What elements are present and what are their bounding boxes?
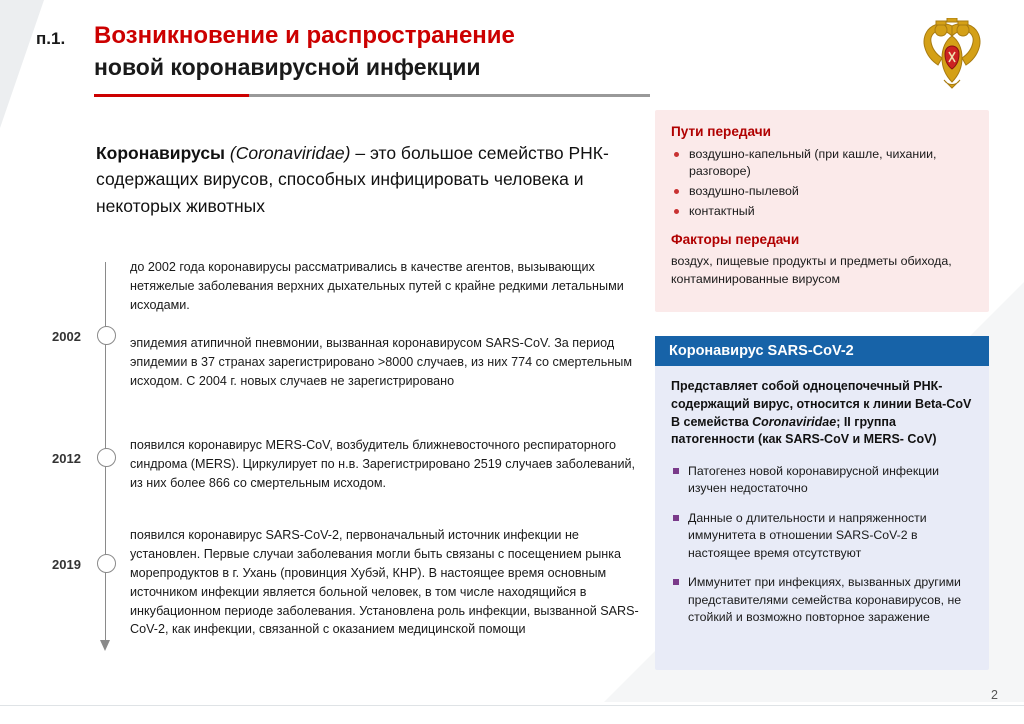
transmission-card-title: Пути передачи bbox=[671, 124, 772, 139]
intro-paragraph bbox=[96, 140, 616, 219]
list-item: Патогенез новой коронавирусной инфекции изучен недостаточно bbox=[671, 463, 973, 498]
intro-rest: – это большое семейство РНК-содержащих вирусов, способных инфицировать человека и некоторых животных bbox=[96, 143, 609, 216]
transmission-factors-title: Факторы передачи bbox=[671, 232, 800, 248]
timeline-arrow-icon bbox=[100, 640, 110, 651]
list-item: воздушно-капельный (при кашле, чихании, разговоре) bbox=[671, 146, 973, 180]
sars-cov-2-lead bbox=[671, 378, 973, 449]
list-item: контактный bbox=[671, 203, 973, 220]
intro-bold-lead: Коронавирусы bbox=[96, 143, 226, 163]
timeline-year-2002: 2002 bbox=[52, 329, 81, 344]
timeline-item-text-1: эпидемия атипичной пневмонии, вызванная коронавирусом SARS-CoV. За период эпидемии в 37 странах зарегистрировано >8000 случаев, из них 774 со смертельным исходом. С 2004 г. новых случаев не зарегистрировано bbox=[130, 336, 633, 388]
sars-cov-2-facts-list bbox=[671, 463, 973, 627]
timeline-year-2012: 2012 bbox=[52, 451, 81, 466]
timeline-year-2019: 2019 bbox=[52, 557, 81, 572]
intro-italic-term: (Coronaviridae) bbox=[229, 143, 351, 163]
list-item: Иммунитет при инфекциях, вызванных другими представителями семейства коронавирусов, не стойкий и возможно повторное заражение bbox=[671, 574, 973, 626]
sars-lead-part-1: Представляет собой одноцепочечный РНК-содержащий вирус, относится к линии Beta-CoV B семейства bbox=[671, 379, 972, 429]
transmission-routes-list bbox=[671, 146, 973, 220]
page-title-line-2: новой коронавирусной инфекции bbox=[94, 53, 481, 80]
timeline-item-text-3: появился коронавирус SARS-CoV-2, первоначальный источник инфекции не установлен. Первые случаи заболевания могли быть связаны с посещением рынка морепродуктов в г. Ухань (провинция Хубэй, КНР). В настоящее время основным источником инфекции является больной человек, в том числе находящийся в инкубационном периоде заболевания. Установлена роль инфекции, вызванной SARS-CoV-2, как инфекции, связанной с оказанием медицинской помощи bbox=[130, 528, 639, 637]
timeline-node-2019 bbox=[97, 554, 116, 573]
sars-lead-part-2: ; II группа патогенности (как SARS-CoV и MERS- CoV) bbox=[671, 414, 937, 447]
title-underline bbox=[94, 94, 650, 97]
slide-header bbox=[36, 22, 636, 97]
transmission-factors-text: воздух, пищевые продукты и предметы обихода, контаминированные вирусом bbox=[671, 254, 952, 287]
page-title-line-1: Возникновение и распространение bbox=[94, 22, 515, 49]
sars-cov-2-card-header: Коронавирус SARS-CoV-2 bbox=[655, 336, 989, 366]
timeline-node-2012 bbox=[97, 448, 116, 467]
transmission-card bbox=[655, 110, 989, 312]
section-number: п.1. bbox=[36, 29, 66, 48]
timeline-item-text-0: до 2002 года коронавирусы рассматривались в качестве агентов, вызывающих нетяжелые заболевания верхних дыхательных путей с крайне редкими летальными исходами. bbox=[130, 260, 624, 312]
timeline-node-2002 bbox=[97, 326, 116, 345]
page-number: 2 bbox=[991, 688, 998, 702]
list-item: воздушно-пылевой bbox=[671, 183, 973, 200]
list-item: Данные о длительности и напряженности иммунитета в отношении SARS-CoV-2 в настоящее время отсутствуют bbox=[671, 510, 973, 562]
footer-divider bbox=[0, 705, 1024, 724]
timeline-item-text-2: появился коронавирус MERS-CoV, возбудитель ближневосточного респираторного синдрома (MERS). Циркулирует по н.в. Зарегистрировано 2519 случаев заболеваний, из них более 866 со смертельным исходом. bbox=[130, 438, 636, 490]
russian-coat-of-arms-icon bbox=[920, 18, 984, 90]
sars-cov-2-card bbox=[655, 336, 989, 670]
sars-lead-italic: Coronaviridae bbox=[752, 414, 837, 429]
timeline bbox=[30, 258, 640, 668]
